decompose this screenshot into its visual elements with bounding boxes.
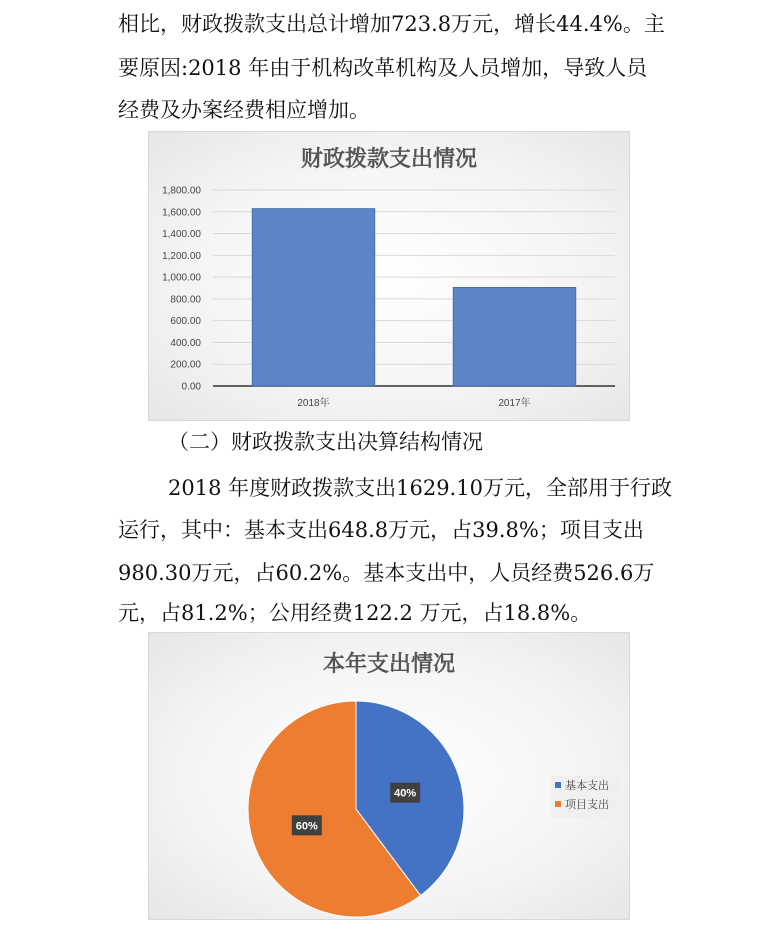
y-tick-label: 200.00	[170, 359, 201, 371]
paragraph-line: 运行，其中：基本支出648.8万元，占39.8%；项目支出	[118, 518, 644, 542]
section-heading: （二）财政拨款支出决算结构情况	[168, 430, 483, 454]
bar-chart-svg	[149, 132, 629, 420]
y-tick-label: 600.00	[170, 316, 201, 328]
pie-chart	[148, 632, 630, 920]
bar	[453, 287, 576, 386]
x-tick-label: 2018年	[297, 398, 330, 409]
legend-swatch	[555, 801, 561, 807]
y-tick-label: 1,000.00	[162, 272, 201, 284]
paragraph-line: 元，占81.2%；公用经费122.2 万元，占18.8%。	[118, 601, 592, 625]
paragraph-line: 经费及办案经费相应增加。	[118, 98, 370, 122]
legend-label: 项目支出	[565, 798, 609, 811]
y-tick-label: 800.00	[170, 294, 201, 306]
pie-chart-svg	[149, 633, 629, 919]
chart-title: 财政拨款支出情况	[300, 147, 478, 172]
paragraph-line: 要原因:2018 年由于机构改革机构及人员增加，导致人员	[118, 56, 648, 80]
data-label: 60%	[295, 820, 318, 833]
data-label: 40%	[394, 787, 417, 800]
bar-chart	[148, 131, 630, 421]
y-tick-label: 400.00	[170, 337, 201, 349]
x-tick-label: 2017年	[498, 398, 531, 409]
chart-title: 本年支出情况	[322, 652, 456, 677]
legend-swatch	[555, 782, 561, 788]
legend-label: 基本支出	[565, 779, 609, 792]
y-tick-label: 1,800.00	[162, 185, 201, 197]
paragraph-line: 980.30万元，占60.2%。基本支出中，人员经费526.6万	[118, 561, 655, 585]
paragraph-line: 2018 年度财政拨款支出1629.10万元，全部用于行政	[168, 476, 672, 500]
bar	[252, 209, 375, 386]
y-tick-label: 1,400.00	[162, 229, 201, 241]
paragraph-line: 相比，财政拨款支出总计增加723.8万元，增长44.4%。主	[118, 12, 665, 36]
y-tick-label: 0.00	[181, 381, 201, 393]
y-tick-label: 1,200.00	[162, 250, 201, 262]
y-tick-label: 1,600.00	[162, 207, 201, 219]
